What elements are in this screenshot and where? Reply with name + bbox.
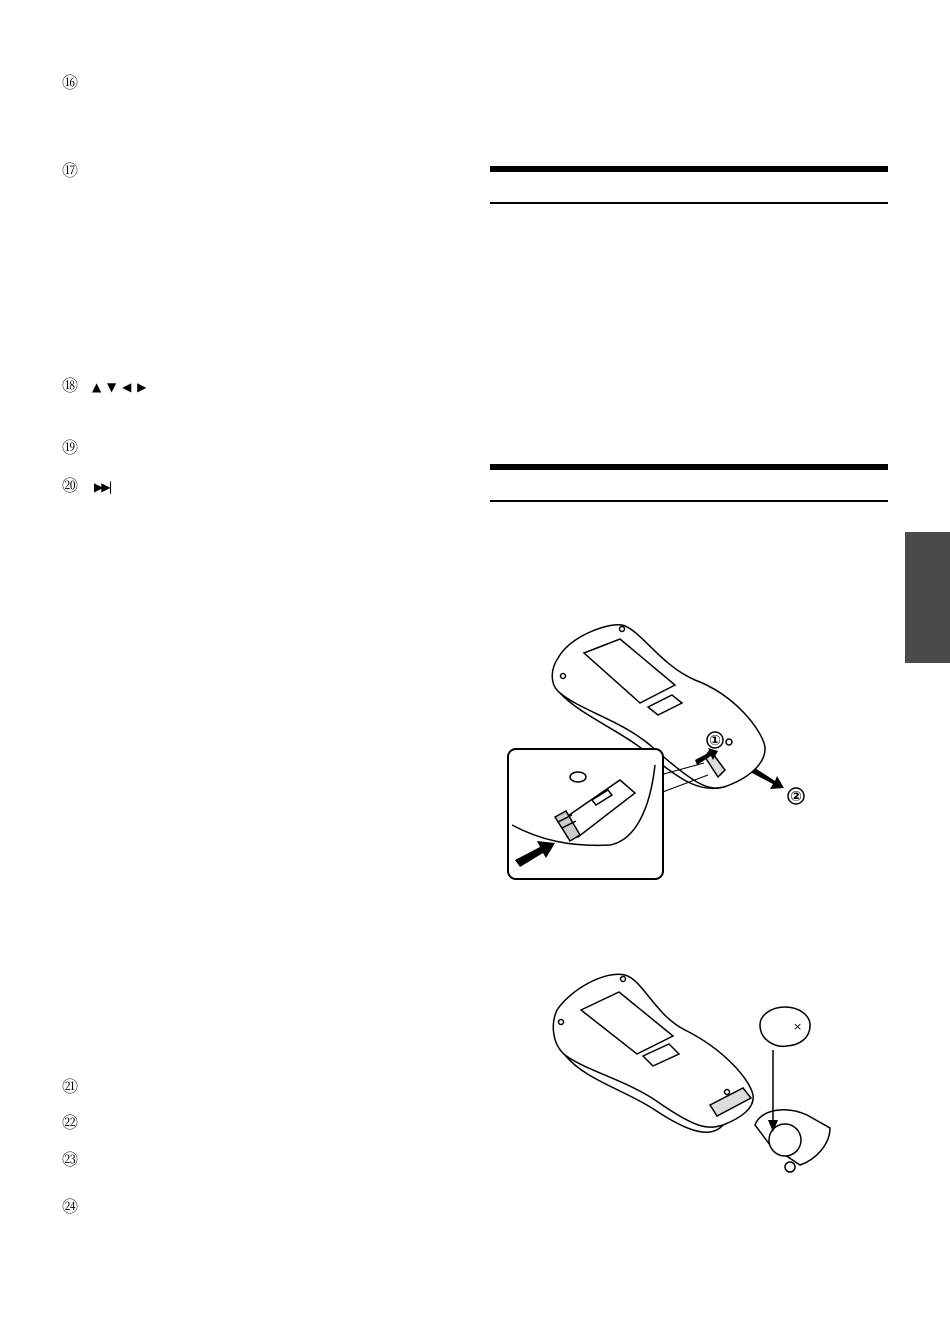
side-tab: [905, 532, 950, 663]
item-marker-20: ⑳: [62, 476, 79, 495]
battery-insertion-figure: [545, 970, 845, 1190]
item-marker-18: ⑱: [62, 376, 79, 395]
section-1-bottom-rule: [490, 202, 888, 204]
svg-text:×: ×: [793, 1020, 803, 1033]
item-marker-23: ㉓: [62, 1150, 79, 1169]
section-2-bottom-rule: [490, 500, 888, 502]
item-marker-24: ㉔: [62, 1197, 79, 1216]
arrow-keys-symbols: ▲ ▼ ◀ ▶: [92, 380, 148, 394]
step-2-label: ②: [790, 789, 802, 805]
step-1-label: ①: [709, 733, 721, 749]
remote-battery-removal-figure: [500, 615, 820, 885]
item-marker-16: ⑯: [62, 73, 79, 92]
item-marker-17: ⑰: [62, 161, 79, 180]
skip-forward-symbol: ▶▶|: [94, 480, 111, 494]
item-marker-21: ㉑: [62, 1077, 79, 1096]
section-2-top-rule: [490, 464, 888, 470]
pull-arrow-icon: [752, 768, 784, 789]
section-1-top-rule: [490, 166, 888, 172]
item-marker-22: ㉒: [62, 1113, 79, 1132]
item-marker-19: ⑲: [62, 438, 79, 457]
